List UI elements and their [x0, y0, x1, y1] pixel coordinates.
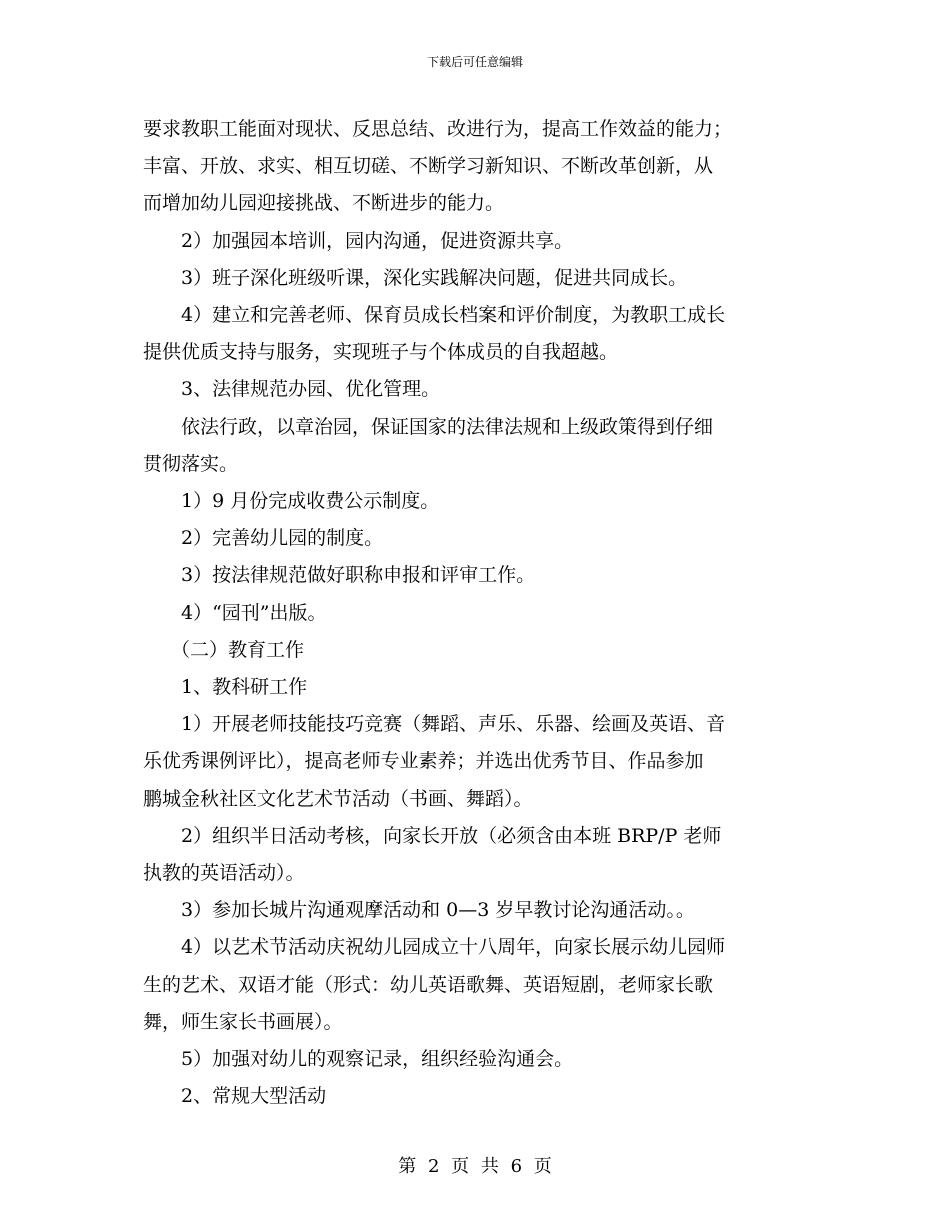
paragraph-line: 4）以艺术节活动庆祝幼儿园成立十八周年，向家长展示幼儿园师	[181, 936, 726, 959]
paragraph-line: 丰富、开放、求实、相互切磋、不断学习新知识、不断改革创新，从	[143, 155, 714, 178]
paragraph-line: 贯彻落实。	[143, 452, 239, 475]
section-heading: 2、常规大型活动	[181, 1085, 327, 1108]
section-heading: （二）教育工作	[171, 638, 305, 661]
paragraph-line: 依法行政，以章治园，保证国家的法律法规和上级政策得到仔细	[181, 415, 714, 438]
paragraph-line: 舞，师生家长书画展）。	[143, 1010, 343, 1033]
section-heading: 3、法律规范办园、优化管理。	[181, 378, 441, 401]
paragraph-line: 4）建立和完善老师、保育员成长档案和评价制度，为教职工成长	[181, 304, 726, 327]
paragraph-line: 2）完善幼儿园的制度。	[181, 527, 384, 550]
paragraph-line: 3）班子深化班级听课，深化实践解决问题，促进共同成长。	[181, 266, 688, 289]
document-body	[143, 111, 808, 1115]
paragraph-line: 执教的英语活动）。	[143, 862, 305, 885]
paragraph-line: 3）参加长城片沟通观摩活动和 0—3 岁早教讨论沟通活动。。	[181, 899, 695, 922]
paragraph-line: 5）加强对幼儿的观察记录，组织经验沟通会。	[181, 1048, 574, 1071]
paragraph-line: 鹏城金秋社区文化艺术节活动（书画、舞蹈）。	[143, 787, 533, 810]
paragraph-line: 1）开展老师技能技巧竞赛（舞蹈、声乐、乐器、绘画及英语、音	[181, 713, 726, 736]
paragraph-line: 生的艺术、双语才能（形式：幼儿英语歌舞、英语短剧，老师家长歌	[143, 973, 714, 996]
paragraph-line: 1）9 月份完成收费公示制度。	[181, 490, 440, 513]
section-heading: 1、教科研工作	[181, 676, 308, 699]
paragraph-line: 4）“园刊”出版。	[181, 601, 327, 624]
paragraph-line: 要求教职工能面对现状、反思总结、改进行为，提高工作效益的能力；	[143, 118, 733, 140]
page-header: 下载后可任意编辑	[426, 55, 523, 69]
paragraph-line: 乐优秀课例评比），提高老师专业素养；并选出优秀节目、作品参加	[143, 750, 704, 773]
paragraph-line: 提供优质支持与服务，实现班子与个体成员的自我超越。	[143, 341, 619, 364]
paragraph-line: 而增加幼儿园迎接挑战、不断进步的能力。	[143, 192, 505, 215]
paragraph-line: 2）加强园本培训，园内沟通，促进资源共享。	[181, 229, 574, 252]
page-footer: 第 2 页 共 6 页	[398, 1156, 552, 1177]
paragraph-line: 2）组织半日活动考核，向家长开放（必须含由本班 BRP/P 老师	[181, 824, 722, 847]
paragraph-line: 3）按法律规范做好职称申报和评审工作。	[181, 564, 536, 587]
